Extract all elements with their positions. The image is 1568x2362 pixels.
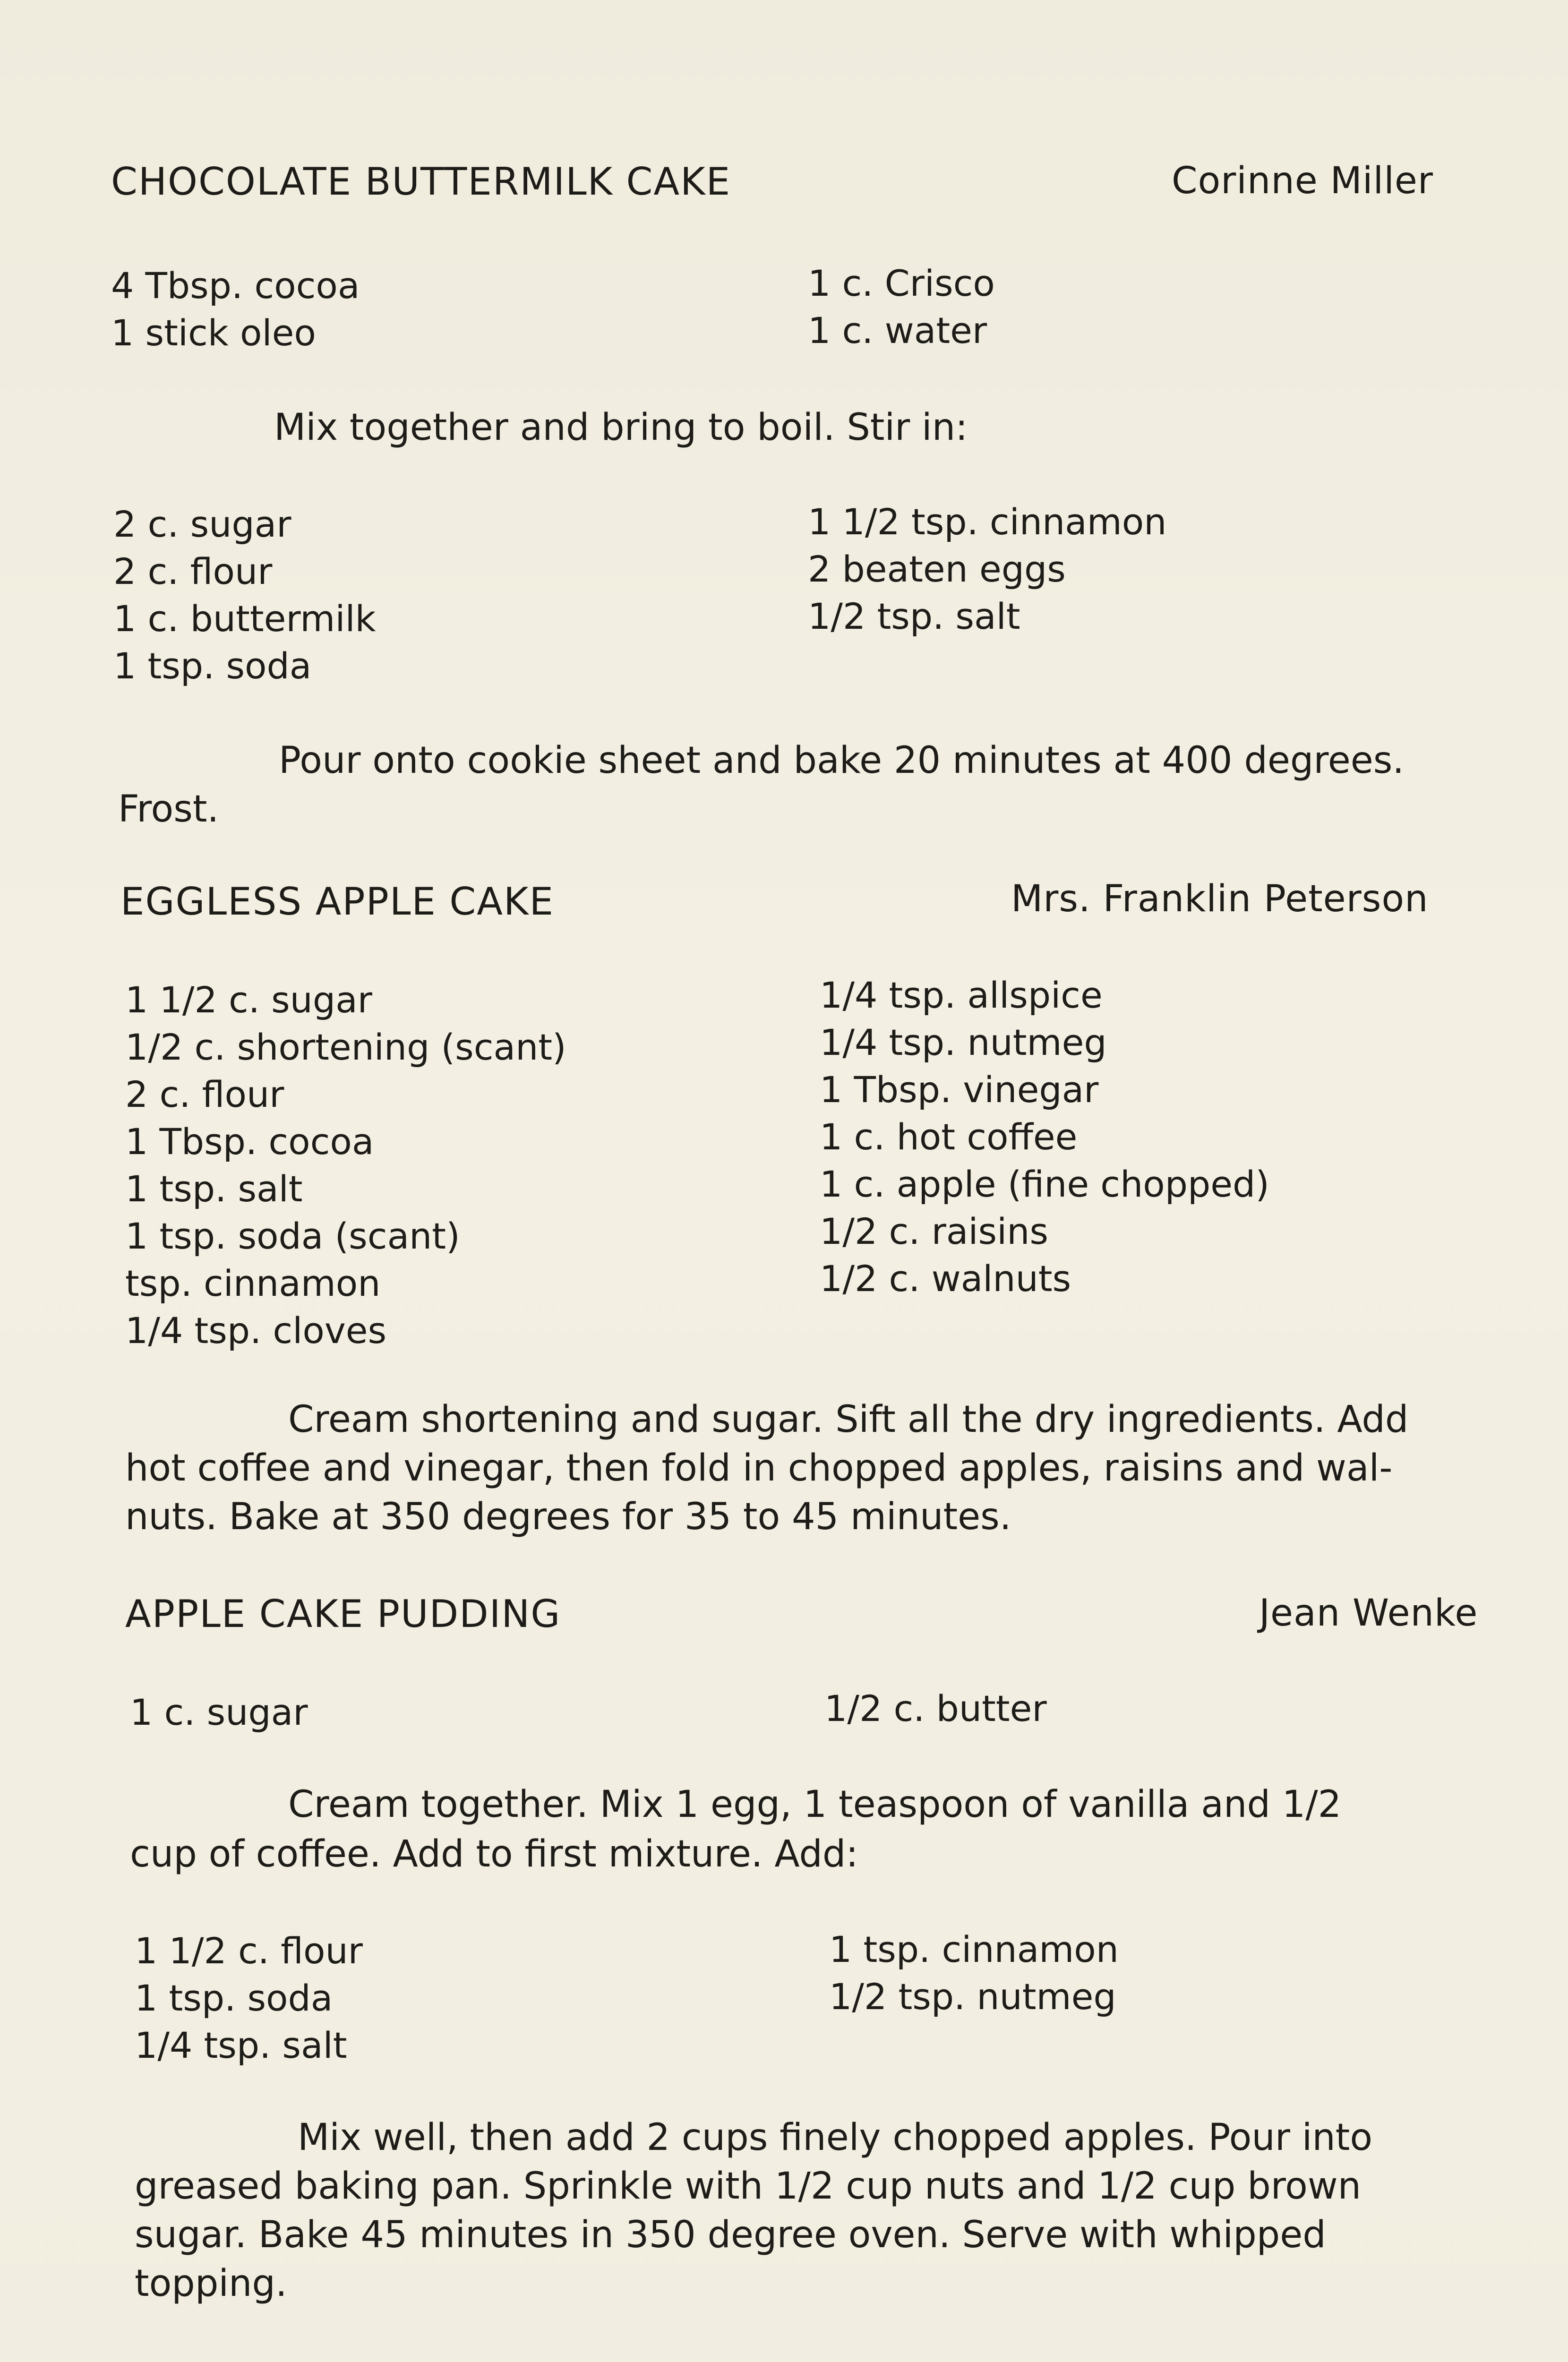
ingredient: 1/2 tsp. salt [808,595,1020,637]
instruction-line: greased baking pan. Sprinkle with 1/2 cup nuts and 1/2 cup brown [135,2165,1362,2208]
ingredient: 2 c. sugar [113,503,291,545]
instruction-line: hot coffee and vinegar, then fold in chopped apples, raisins and wal- [125,1447,1393,1489]
instruction-line: nuts. Bake at 350 degrees for 35 to 45 minutes. [125,1496,1011,1538]
ingredient: 1/2 c. raisins [820,1210,1048,1252]
ingredient: 1/2 tsp. nutmeg [829,1976,1116,2018]
instruction-line: cup of coffee. Add to first mixture. Add: [130,1833,858,1875]
recipe-author: Mrs. Franklin Peterson [1011,878,1429,920]
ingredient: 1 c. water [808,309,987,351]
ingredient: 1 c. Crisco [808,262,995,304]
ingredient: 1 tsp. cinnamon [829,1928,1119,1970]
ingredient: 1/2 c. butter [824,1687,1047,1729]
ingredient: 1 tsp. soda (scant) [125,1215,460,1257]
ingredient: 1 1/2 tsp. cinnamon [808,501,1167,543]
instruction-line: topping. [135,2262,287,2305]
instruction-line: Mix well, then add 2 cups finely chopped apples. Pour into [298,2116,1373,2159]
ingredient: 1 Tbsp. cocoa [125,1121,374,1163]
ingredient: 4 Tbsp. cocoa [111,265,360,307]
ingredient: 1 c. apple (fine chopped) [820,1163,1269,1205]
ingredient: 1 c. hot coffee [820,1116,1078,1158]
recipe-title: APPLE CAKE PUDDING [125,1592,561,1636]
ingredient: 1/4 tsp. nutmeg [820,1021,1107,1063]
instruction-line: Cream together. Mix 1 egg, 1 teaspoon of vanilla and 1/2 [288,1783,1342,1826]
recipe-title: EGGLESS APPLE CAKE [120,880,554,924]
ingredient: 1 tsp. soda [135,1977,333,2019]
instruction-line: sugar. Bake 45 minutes in 350 degree oven. Serve with whipped [135,2214,1326,2256]
ingredient: 1/4 tsp. salt [135,2024,347,2066]
ingredient: 2 beaten eggs [808,548,1066,590]
instruction-line: Pour onto cookie sheet and bake 20 minutes at 400 degrees. [279,739,1405,782]
ingredient: 1 c. buttermilk [113,598,376,640]
ingredient: 2 c. flour [125,1073,284,1115]
ingredient: tsp. cinnamon [125,1262,381,1304]
recipe-title: CHOCOLATE BUTTERMILK CAKE [111,160,731,204]
ingredient: 1 tsp. salt [125,1168,303,1210]
ingredient: 1 Tbsp. vinegar [820,1069,1099,1111]
instruction-line: Frost. [118,788,219,830]
recipe-author: Corinne Miller [1172,160,1433,202]
ingredient: 1/2 c. shortening (scant) [125,1026,566,1068]
instruction-line: Mix together and bring to boil. Stir in: [274,406,968,449]
ingredient: 1/4 tsp. cloves [125,1309,387,1352]
ingredient: 1 tsp. soda [113,645,312,687]
recipe-author: Jean Wenke [1259,1592,1478,1635]
ingredient: 1 stick oleo [111,312,316,354]
ingredient: 1/4 tsp. allspice [820,974,1103,1016]
ingredient: 1/2 c. walnuts [820,1258,1071,1300]
ingredient: 1 1/2 c. sugar [125,979,372,1021]
ingredient: 1 c. sugar [130,1691,308,1733]
ingredient: 1 1/2 c. flour [135,1930,363,1972]
ingredient: 2 c. flour [113,550,273,592]
instruction-line: Cream shortening and sugar. Sift all the dry ingredients. Add [288,1398,1409,1441]
